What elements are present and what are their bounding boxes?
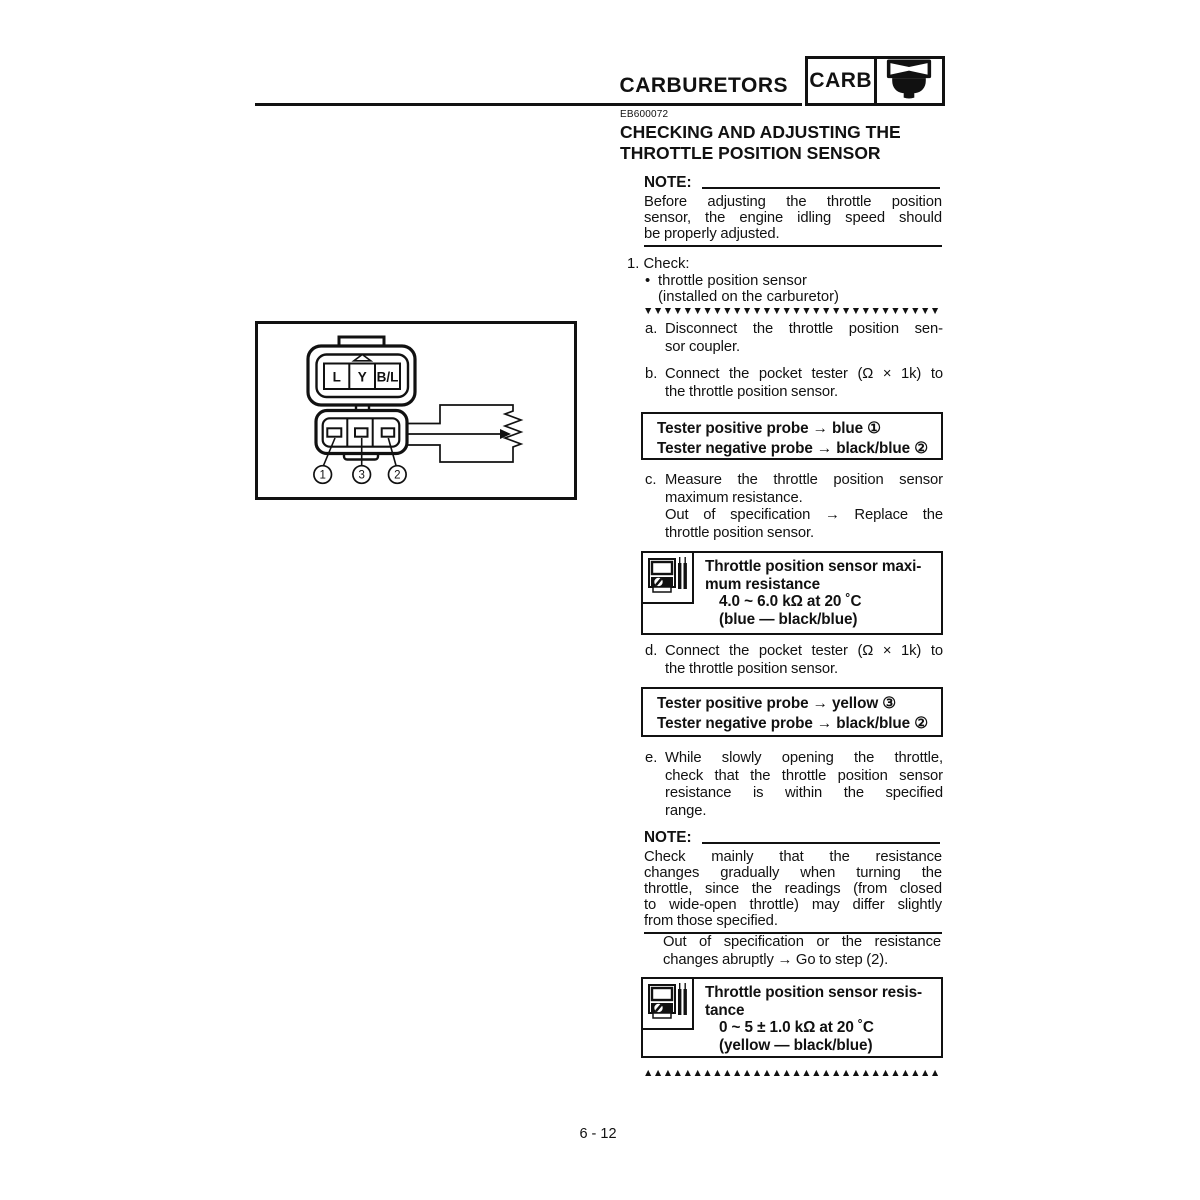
tester-positive-line: Tester positive probe → blue ①	[657, 420, 881, 437]
pin-number-1: 1	[319, 469, 326, 482]
spec-line: mum resistance	[705, 575, 821, 593]
procedure-start-markers: ▼▼▼▼▼▼▼▼▼▼▼▼▼▼▼▼▼▼▼▼▼▼▼▼▼▼▼▼▼▼	[643, 305, 940, 317]
check-item-sub: (installed on the carburetor)	[658, 289, 839, 305]
spec-wires: (blue — black/blue)	[719, 610, 858, 628]
multimeter-icon	[643, 979, 694, 1030]
section-title-line: CHECKING AND ADJUSTING THE	[620, 122, 901, 142]
text-line: maximum resistance.	[665, 489, 803, 506]
out-of-spec-result	[663, 934, 941, 969]
text-line: Connect the pocket tester (Ω × 1k) to	[665, 366, 943, 382]
carb-tab-label-cell	[808, 59, 874, 103]
bullet-icon: •	[645, 273, 651, 289]
pin-number-2: 2	[394, 469, 401, 482]
text-line: Measure the throttle position sensor	[665, 472, 943, 488]
spec-box-maximum-resistance	[641, 551, 943, 635]
pin-number-3: 3	[358, 469, 365, 482]
text-line: Connect the pocket tester (Ω × 1k) to	[665, 643, 943, 659]
tester-connection-box-1	[641, 412, 943, 460]
sensor-circuit-drawing	[255, 321, 577, 500]
section-title-line: THROTTLE POSITION SENSOR	[620, 143, 881, 163]
coupler-label-L: L	[332, 369, 341, 385]
text-line: to wide-open throttle) may differ slightly	[644, 897, 942, 913]
text-line: changes gradually when turning the	[644, 865, 942, 881]
spec-line: Throttle position sensor resis-	[705, 984, 923, 1001]
spec-wires: (yellow — black/blue)	[719, 1036, 873, 1054]
step-b	[645, 366, 943, 401]
page-title: CARBURETORS	[619, 74, 788, 97]
step-letter: d.	[645, 643, 658, 659]
step-letter: c.	[645, 472, 657, 488]
text-line: Before adjusting the throttle position	[644, 194, 942, 210]
step-a	[645, 321, 943, 356]
note-label: NOTE:	[644, 829, 692, 846]
header-rule	[255, 103, 802, 106]
spec-line: tance	[705, 1001, 745, 1019]
check-item-text: throttle position sensor	[658, 273, 807, 289]
step-e	[645, 750, 943, 820]
multimeter-icon	[643, 553, 694, 604]
note-header-rule	[702, 187, 940, 189]
note-block-1	[644, 175, 942, 247]
check-step-heading: 1. Check:	[627, 256, 690, 272]
step-letter: b.	[645, 366, 658, 382]
throttle-position-sensor-diagram	[255, 321, 577, 500]
coupler-label-Y: Y	[357, 369, 367, 385]
text-line: throttle position sensor.	[665, 524, 815, 541]
coupler-label-BL: B/L	[376, 369, 399, 385]
note-label: NOTE:	[644, 174, 692, 191]
tester-positive-line: Tester positive probe → yellow ③	[657, 695, 896, 712]
text-line: sor coupler.	[665, 338, 740, 355]
note-block-2	[644, 830, 942, 934]
spec-text	[705, 553, 941, 628]
tester-negative-line: Tester negative probe → black/blue ②	[657, 439, 928, 457]
text-line: Disconnect the throttle position sen-	[665, 321, 943, 337]
text-line: changes abruptly → Go to step (2).	[663, 951, 889, 968]
spec-text	[705, 979, 941, 1054]
text-line: check that the throttle position sensor	[665, 767, 943, 784]
text-line: Out of specification or the resistance	[663, 934, 941, 950]
text-line: While slowly opening the throttle,	[665, 750, 943, 766]
step-d	[645, 643, 943, 678]
note-header	[644, 175, 942, 192]
step-letter: e.	[645, 750, 658, 766]
carb-tab-icon-cell	[874, 59, 943, 103]
spec-value: 4.0 ~ 6.0 kΩ at 20 ˚C	[719, 593, 862, 611]
note-body	[644, 194, 942, 242]
text-line: sensor, the engine idling speed should	[644, 210, 942, 226]
text-line: from those specified.	[644, 913, 778, 929]
note-header	[644, 830, 942, 847]
procedure-end-markers: ▲▲▲▲▲▲▲▲▲▲▲▲▲▲▲▲▲▲▲▲▲▲▲▲▲▲▲▲▲▲	[643, 1067, 940, 1079]
text-line: be properly adjusted.	[644, 226, 780, 242]
step-letter: a.	[645, 321, 658, 337]
spec-line: Throttle position sensor maxi-	[705, 558, 922, 575]
section-title	[620, 122, 901, 164]
text-line: range.	[665, 802, 707, 819]
carb-section-tab	[805, 56, 945, 106]
tester-negative-line: Tester negative probe → black/blue ②	[657, 714, 928, 732]
spec-value: 0 ~ 5 ± 1.0 kΩ at 20 ˚C	[719, 1019, 874, 1037]
page-number: 6 - 12	[579, 1126, 617, 1142]
note-end-rule	[644, 245, 942, 247]
step-c	[645, 472, 943, 542]
note-body	[644, 849, 942, 929]
text-line: throttle, since the readings (from closed	[644, 881, 942, 897]
spec-box-sensor-resistance	[641, 977, 943, 1058]
tester-connection-box-2	[641, 687, 943, 737]
note-header-rule	[702, 842, 940, 844]
carburetor-icon	[886, 58, 932, 105]
text-line: resistance is within the specified	[665, 785, 943, 801]
text-line: Check mainly that the resistance	[644, 849, 942, 865]
check-item	[645, 273, 807, 290]
carb-tab-label: CARB	[809, 69, 873, 92]
text-line: the throttle position sensor.	[665, 383, 839, 400]
text-line: the throttle position sensor.	[665, 660, 839, 677]
reference-code: EB600072	[620, 109, 669, 120]
text-line: Out of specification → Replace the	[665, 507, 943, 523]
